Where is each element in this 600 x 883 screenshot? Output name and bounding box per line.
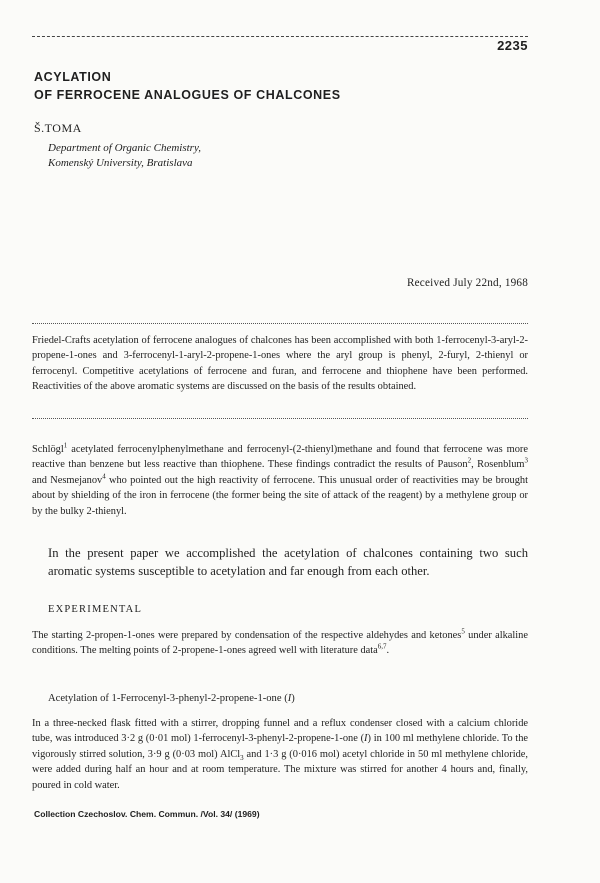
reference-marker: 6,7 — [377, 642, 387, 651]
experimental-text: The starting 2-propen-1-ones were prepared by condensation of the respective aldehydes and ketones — [32, 630, 462, 641]
received-date: Received July 22nd, 1968 — [406, 277, 528, 289]
subscript: 3 — [240, 753, 244, 762]
intro-text: who pointed out the high reactivity of ferrocene. This unusual order of reactivities may be brought about by shielding of the iron in ferrocene (the former being the site of attack of the reagent) by a methylene group or by the bulky 2-thienyl. — [32, 474, 529, 517]
intro-text: and Nesmejanov — [32, 474, 103, 486]
journal-footer: Collection Czechoslov. Chem. Commun. /Vol. 34/ (1969) — [34, 809, 260, 819]
page-number: 2235 — [497, 38, 528, 53]
subsection-text: Acetylation of 1-Ferrocenyl-3-phenyl-2-propene-1-one ( — [48, 693, 288, 704]
experimental-text: ) in 100 ml methylene chloride. To the vigorously stirred solution, 3·9 g (0·03 mol) AlCl — [32, 733, 528, 760]
intro-text: Schlögl — [32, 444, 64, 455]
intro-text: , Rosenblum — [471, 459, 525, 471]
compound-label: I — [364, 733, 368, 745]
experimental-paragraph-1 — [32, 628, 528, 659]
header-rule — [32, 36, 528, 37]
section-heading-experimental: EXPERIMENTAL — [48, 604, 143, 615]
author-affiliation — [48, 141, 201, 171]
subsection-text-end: ) — [291, 693, 295, 704]
article-title — [34, 68, 341, 104]
author-name: Š.TOMA — [34, 121, 82, 135]
affiliation-line-2: Komenský University, Bratislava — [48, 157, 193, 169]
title-line-1: ACYLATION — [34, 70, 112, 84]
experimental-text: under alkaline conditions. The melting points of 2-propene-1-ones agreed well with literature data — [32, 630, 528, 657]
reference-marker: 1 — [63, 441, 68, 450]
compound-label: I — [287, 693, 292, 704]
title-line-2: OF FERROCENE ANALOGUES OF CHALCONES — [34, 88, 341, 102]
reference-marker: 5 — [461, 627, 465, 636]
reference-marker: 3 — [524, 456, 528, 465]
experimental-paragraph-2 — [32, 716, 528, 793]
intro-paragraph-2: In the present paper we accomplished the acetylation of chalcones containing two such aromatic systems susceptible to acetylation and far enough from each other. — [48, 546, 528, 578]
experimental-text: and 1·3 g (0·016 mol) acetyl chloride in 50 ml methylene chloride, were added during half an hour and at room temperature. The mixture was stirred for another 4 hours and, finally, poured in cold water. — [32, 748, 528, 791]
abstract-top-rule — [32, 323, 528, 324]
affiliation-line-1: Department of Organic Chemistry, — [48, 142, 201, 154]
intro-text: acetylated ferrocenylphenylmethane and ferrocenyl-(2-thienyl)methane and found that ferrocene was more reactive than benzene but less reactive than thiophene. These findings contradict the results of Pauson — [32, 444, 528, 471]
reference-marker: 2 — [467, 456, 472, 465]
abstract-bottom-rule — [32, 418, 528, 419]
reference-marker: 4 — [102, 472, 106, 481]
subsection-heading — [48, 693, 295, 704]
abstract: Friedel-Crafts acetylation of ferrocene analogues of chalcones has been accomplished with both 1-ferrocenyl-3-aryl-2-propene-1-ones and 3-ferrocenyl-1-aryl-2-propene-1-ones where the aryl group is phenyl, 2-furyl, 2-thienyl or ferrocenyl. Competitive acetylations of ferrocene and furan, and ferrocene and thiophene have been performed. Reactivities of the above aromatic systems are discussed on the basis of the results obtained. — [32, 335, 528, 392]
intro-paragraph-1 — [32, 442, 528, 519]
experimental-text: In a three-necked flask fitted with a stirrer, dropping funnel and a reflux condenser closed with a calcium chloride tube, was introduced 3·2 g (0·01 mol) 1-ferrocenyl-3-phenyl-2-propene-1-one ( — [32, 718, 528, 745]
experimental-text: . — [386, 645, 390, 657]
